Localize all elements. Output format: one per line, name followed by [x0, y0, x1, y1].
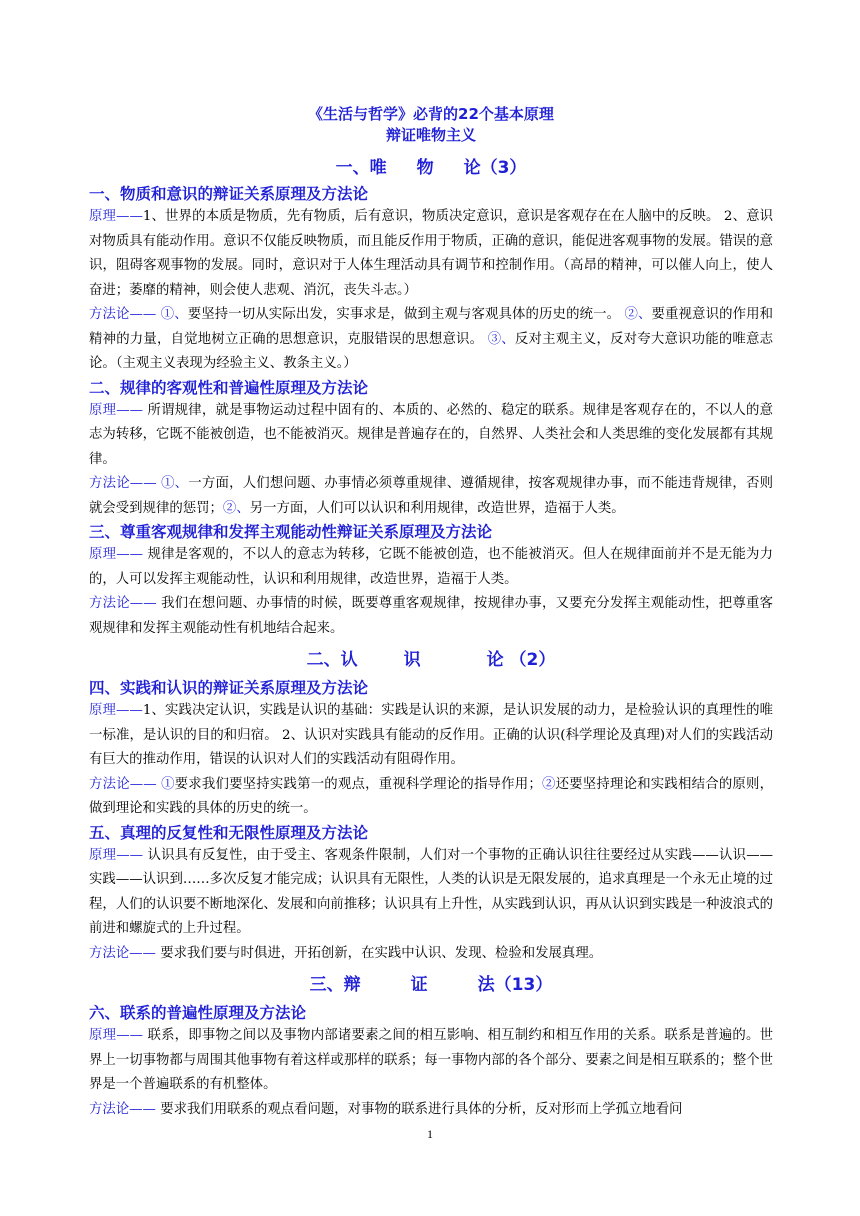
section-6-principle: 原理—— 联系，即事物之间以及事物内部诸要素之间的相互影响、相互制约和相互作用的关系。联系是普遍的。世界上一切事物都与周围其他事物有着这样或那样的联系；每一事物内部的各个部分、要素之间是相互联系的；整个世界是一个普遍联系的有机整体。 [89, 1028, 773, 1092]
section-2-method: 方法论—— ①、一方面，人们想问题、办事情必须尊重规律、遵循规律，按客观规律办事，而不能违背规律，否则就会受到规律的惩罚；②、另一方面，人们可以认识和利用规律，改造世界，造福于人类。 [89, 476, 774, 516]
section-heading-6: 六、联系的普遍性原理及方法论 [89, 1004, 307, 1022]
section-5-principle: 原理—— 认识具有反复性，由于受主、客观条件限制，人们对一个事物的正确认识往往要经过从实践——认识——实践——认识到……多次反复才能完成；认识具有无限性，人类的认识是无限发展的，追求真理是一个永无止境的过程，人们的认识要不断地深化、发展和向前推移；认识具有上升性，从实践到认识，再从认识到实践是一种波浪式的前进和螺旋式的上升过程。 [89, 847, 773, 936]
section-heading-4: 四、实践和认识的辩证关系原理及方法论 [89, 679, 369, 697]
section-1-method: 方法论—— ①、要坚持一切从实际出发，实事求是，做到主观与客观具体的历史的统一。 ②、要重视意识的作用和精神的力量，自觉地树立正确的思想意识，克服错误的思想意识。 ③、反对主观主义，反对夸大意识功能的唯意志论。（主观主义表现为经验主义、教条主义。） [89, 307, 774, 371]
section-4-method: 方法论—— ①要求我们要坚持实践第一的观点，重视科学理论的指导作用；②还要坚持理论和实践相结合的原则，做到理论和实践的具体的历史的统一。 [89, 776, 774, 816]
section-1-principle: 原理——1、世界的本质是物质，先有物质，后有意识，物质决定意识，意识是客观存在在人脑中的反映。 2、意识对物质具有能动作用。意识不仅能反映物质，而且能反作用于物质，正确的意识，能促进客观事物的发展。错误的意识，阻碍客观事物的发展。同时，意识对于人体生理活动具有调节和控制作用。（高昂的精神，可以催人向上，使人奋进；萎靡的精神，则会使人悲观、消沉，丧失斗志。） [89, 209, 774, 298]
section-3-method: 方法论—— 我们在想问题、办事情的时候，既要尊重客观规律，按规律办事，又要充分发挥主观能动性，把尊重客观规律和发挥主观能动性有机地结合起来。 [89, 596, 773, 636]
section-3-principle: 原理—— 规律是客观的，不以人的意志为转移，它既不能被创造，也不能被消灭。但人在规律面前并不是无能为力的，人可以发挥主观能动性，认识和利用规律，改造世界，造福于人类。 [89, 547, 773, 587]
section-4-principle: 原理——1、实践决定认识，实践是认识的基础：实践是认识的来源，是认识发展的动力，是检验认识的真理性的唯一标准，是认识的目的和归宿。 2、认识对实践具有能动的反作用。正确的认识(科学理论及真理)对人们的实践活动有巨大的推动作用，错误的认识对人们的实践活动有阻碍作用。 [89, 703, 773, 767]
section-heading-5: 五、真理的反复性和无限性原理及方法论 [89, 823, 369, 842]
part-heading-1: 一、唯 物 论（3） [335, 158, 527, 178]
section-5-method: 方法论—— 要求我们要与时俱进，开拓创新，在实践中认识、发现、检验和发展真理。 [89, 945, 603, 961]
section-heading-1: 一、物质和意识的辩证关系原理及方法论 [89, 185, 369, 203]
page-number: 1 [427, 1127, 433, 1141]
document-subtitle: 辩证唯物主义 [385, 126, 476, 144]
part-heading-2: 二、认 识 论 （2） [306, 650, 556, 670]
section-heading-2: 二、规律的客观性和普遍性原理及方法论 [89, 378, 369, 397]
section-6-method: 方法论—— 要求我们用联系的观点看问题，对事物的联系进行具体的分析，反对形而上学孤立地看问 [89, 1101, 683, 1117]
document-content [89, 104, 773, 1122]
part-heading-3: 三、辩 证 法（13） [309, 975, 553, 995]
document-title: 《生活与哲学》必背的22个基本原理 [308, 105, 554, 123]
section-heading-3: 三、尊重客观规律和发挥主观能动性辩证关系原理及方法论 [89, 523, 493, 541]
section-2-principle: 原理—— 所谓规律，就是事物运动过程中固有的、本质的、必然的、稳定的联系。规律是客观存在的，不以人的意志为转移，它既不能被创造，也不能被消灭。规律是普遍存在的，自然界、人类社会和人类思维的变化发展都有其规律。 [89, 402, 773, 467]
